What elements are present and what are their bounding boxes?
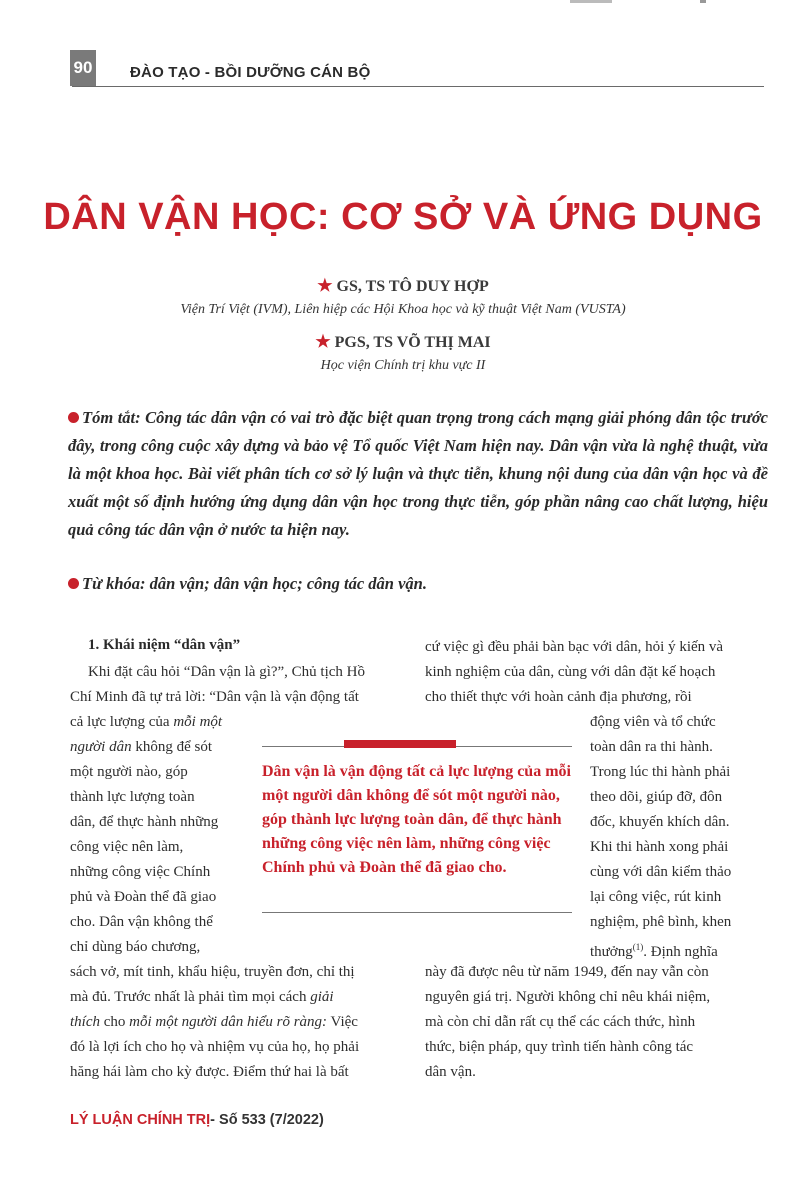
abstract [68,404,768,544]
left-line-3: cả lực lượng của mỗi một [70,714,223,730]
left-line-14: mà đủ. Trước nhất là phải tìm mọi cách giải [70,989,334,1005]
right-line-2: kinh nghiệm của dân, cùng với dân đặt kế hoạch [425,664,716,680]
author-1-affiliation: Viện Trí Việt (IVM), Liên hiệp các Hội Khoa học và kỹ thuật Việt Nam (VUSTA) [180,302,626,317]
right-line-6: Trong lúc thi hành phải [590,764,731,780]
author-1 [0,276,806,296]
left-line-9: những công việc Chính [70,864,211,880]
left-line-7: dân, để thực hành những [70,814,219,830]
left-line-10: phủ và Đoàn thể đã giao [70,889,217,905]
pull-quote: Dân vận là vận động tất cả lực lượng của mỗi một người dân không để sót một người nào, góp thành lực lượng toàn dân, để thực hành những công việc nên làm, những công việc Chính phủ và Đoàn thể đã giao cho. [262,763,571,876]
right-line-14: này đã được nêu từ năm 1949, đến nay vẫn còn [425,964,709,980]
author-2-affiliation: Học viện Chính trị khu vực II [320,358,486,373]
issue-number: - Số 533 (7/2022) [210,1112,324,1128]
left-line-16: đó là lợi ích cho họ và nhiệm vụ của họ, họ phải [70,1039,360,1055]
footnote-ref: (1) [632,942,644,952]
abstract-text: Công tác dân vận có vai trò đặc biệt quan trọng trong cách mạng giải phóng dân tộc trước đây, trong công cuộc xây dựng và bảo vệ Tổ quốc Việt Nam hiện nay. Dân vận vừa là nghệ thuật, vừa là một khoa học. Bài viết phân tích cơ sở lý luận và thực tiễn, khung nội dung của dân vận học và đề xuất một số định hướng ứng dụng dân vận học trong thực tiễn, góp phần nâng cao chất lượng, hiệu quả công tác dân vận ở nước ta hiện nay. [68,408,768,539]
bullet-dot-icon [68,412,79,423]
bullet-dot-icon [68,578,79,589]
right-line-5: toàn dân ra thi hành. [590,739,713,755]
author-1-name: GS, TS TÔ DUY HỢP [336,278,489,295]
abstract-label: Tóm tắt: [82,408,141,427]
star-icon: ★ [315,332,331,351]
left-line-13: sách vở, mít tinh, khẩu hiệu, truyền đơn, chỉ thị [70,964,355,980]
left-line-17: hăng hái làm cho kỳ được. Điểm thứ hai là bất [70,1064,349,1080]
pull-quote-tab [344,740,456,748]
left-line-12: chỉ dùng báo chương, [70,939,201,955]
footer [70,1112,324,1128]
author-2-name: PGS, TS VÕ THỊ MAI [334,334,491,351]
right-line-16: mà còn chỉ dẫn rất cụ thể các cách thức, hình [425,1014,696,1030]
section-title: ĐÀO TẠO - BỒI DƯỠNG CÁN BỘ [130,64,371,81]
left-line-2: Chí Minh đã tự trả lời: “Dân vận là vận động tất [70,689,359,705]
right-line-10: cùng với dân kiểm thảo [590,864,732,880]
left-line-8: công việc nên làm, [70,839,184,855]
author-2 [0,332,806,352]
left-line-5: một người nào, góp [70,764,188,780]
left-line-1: Khi đặt câu hỏi “Dân vận là gì?”, Chủ tịch Hồ [88,664,366,680]
top-edge-mark [570,0,612,3]
article-title: DÂN VẬN HỌC: CƠ SỞ VÀ ỨNG DỤNG [43,196,763,238]
right-line-17: thức, biện pháp, quy trình tiến hành công tác [425,1039,694,1055]
right-line-7: theo dõi, giúp đỡ, đôn [590,789,723,805]
right-line-4: động viên và tổ chức [590,714,716,730]
keywords-text: dân vận; dân vận học; công tác dân vận. [149,574,427,593]
right-line-9: Khi thi hành xong phải [590,839,729,855]
right-line-13: thưởng$^{(1)}$. Định nghĩa [590,942,718,960]
right-line-15: nguyên giá trị. Người không chỉ nêu khái niệm, [425,989,711,1005]
right-line-1: cứ việc gì đều phải bàn bạc với dân, hỏi ý kiến và [425,639,724,655]
right-line-8: đốc, khuyến khích dân. [590,814,730,830]
left-line-15: thích cho mỗi một người dân hiểu rõ ràng: Việc [70,1014,358,1030]
keywords-label: Từ khóa: [82,574,146,593]
header-divider [72,86,764,87]
right-line-12: nghiệm, phê bình, khen [590,914,732,930]
right-line-18: dân vận. [425,1064,476,1080]
star-icon: ★ [317,276,333,295]
page-number: 90 [70,50,96,86]
top-edge-mark-2 [700,0,706,3]
right-line-11: lại công việc, rút kinh [590,889,722,905]
left-line-6: thành lực lượng toàn [70,789,195,805]
left-line-11: cho. Dân vận không thể [70,914,213,930]
pull-quote-bottom-rule [262,912,572,913]
right-line-3: cho thiết thực với hoàn cảnh địa phương, rồi [425,689,692,705]
section-heading: 1. Khái niệm “dân vận” [88,637,241,653]
journal-name: LÝ LUẬN CHÍNH TRỊ [70,1112,211,1128]
keywords [68,574,768,594]
left-line-4: người dân không để sót [70,739,213,755]
